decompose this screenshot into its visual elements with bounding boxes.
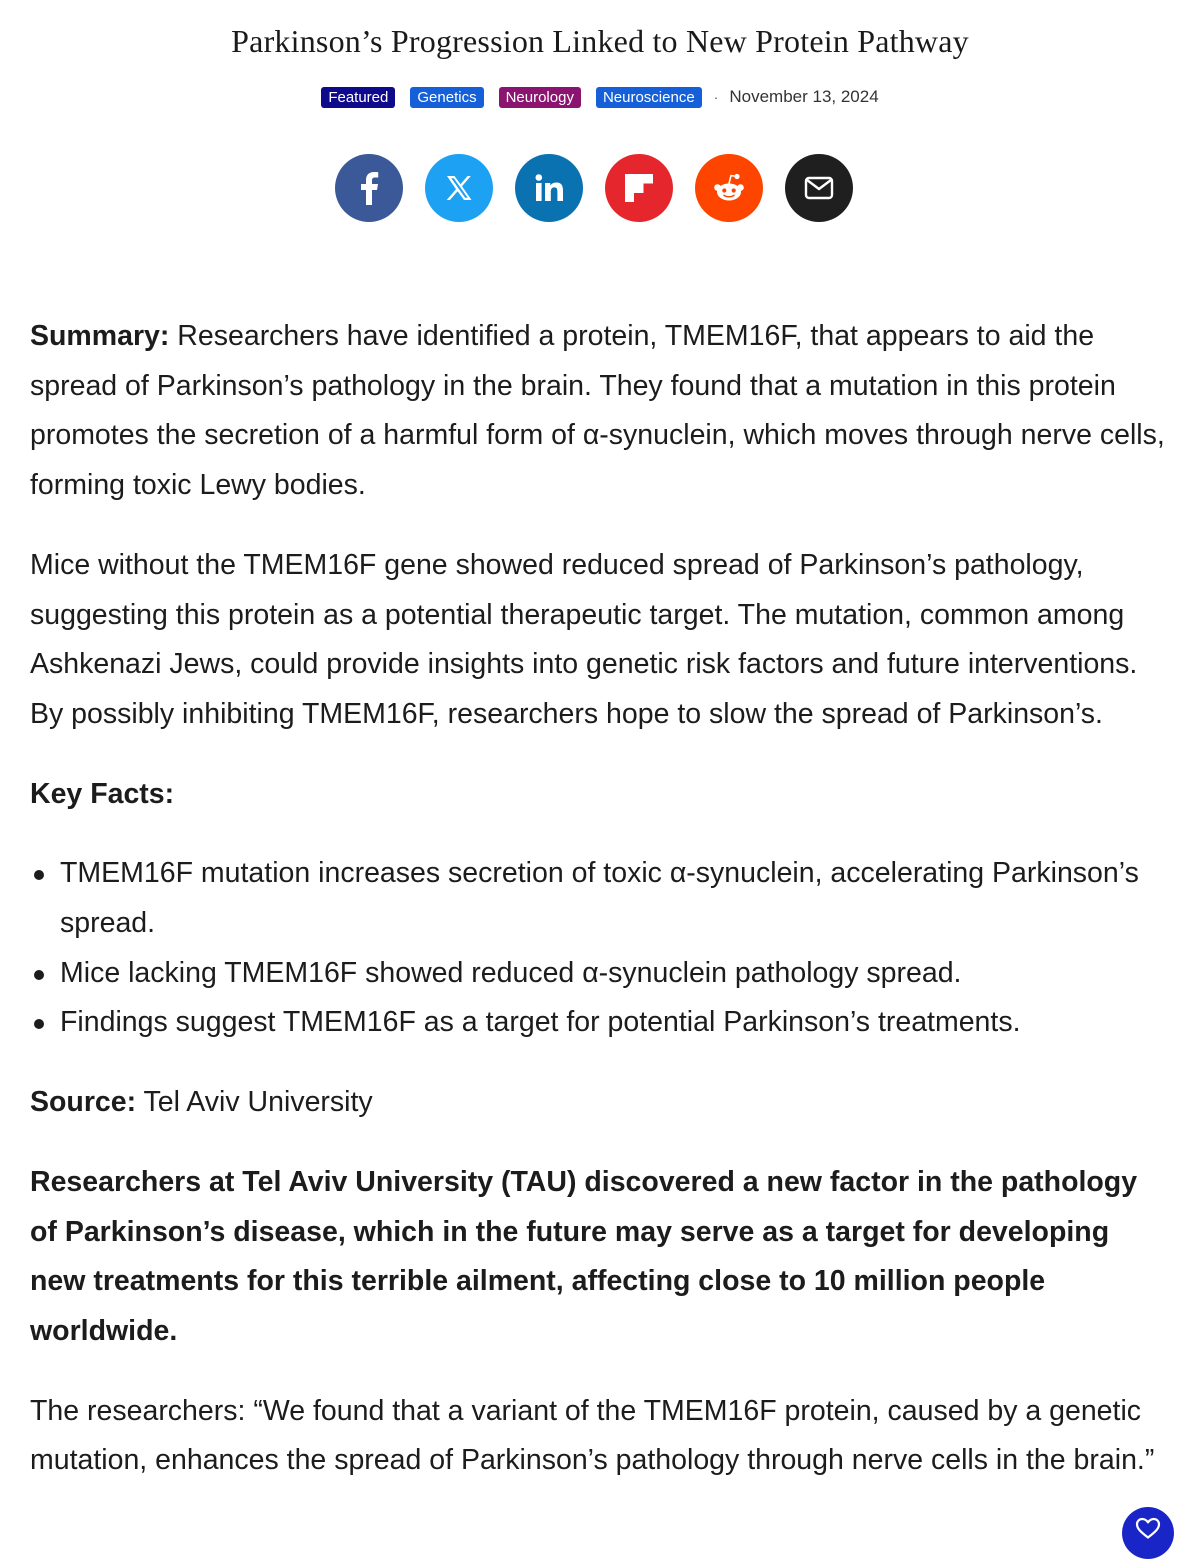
reddit-icon: [711, 172, 747, 204]
quote-paragraph: The researchers: “We found that a variant of the TMEM16F protein, caused by a genetic mutation, enhances the spread of Parkinson’s pathology through nerve cells in the brain.”: [30, 1394, 1155, 1477]
key-facts-list: [30, 849, 1170, 1048]
flipboard-icon: [623, 172, 655, 204]
share-bar: [0, 154, 1200, 222]
lead-paragraph: Researchers at Tel Aviv University (TAU) discovered a new factor in the pathology of Parkinson’s disease, which in the future may serve as a target for developing new treatments for this terrible ailment, affecting close to 10 million people worldwide.: [30, 1165, 1138, 1347]
key-facts-label: Key Facts:: [30, 777, 175, 810]
share-facebook-button[interactable]: [335, 154, 403, 222]
share-email-button[interactable]: [785, 154, 853, 222]
summary-label: Summary:: [30, 320, 170, 352]
tag-neuroscience[interactable]: Neuroscience: [596, 87, 702, 108]
source-line: [30, 1078, 1170, 1128]
list-item: TMEM16F mutation increases secretion of toxic α-synuclein, accelerating Parkinson’s spread.: [60, 849, 1170, 948]
source-text: Tel Aviv University: [136, 1086, 373, 1119]
share-linkedin-button[interactable]: [515, 154, 583, 222]
favorite-button[interactable]: [1122, 1507, 1174, 1559]
source-label: Source:: [30, 1086, 137, 1119]
article-meta: [0, 85, 1200, 109]
tag-featured[interactable]: Featured: [321, 87, 395, 108]
page-title: Parkinson’s Progression Linked to New Protein Pathway: [231, 23, 969, 59]
share-reddit-button[interactable]: [695, 154, 763, 222]
article-body: [30, 312, 1170, 1516]
heart-icon: [1135, 1517, 1161, 1539]
facebook-icon: [359, 171, 379, 205]
publish-date: November 13, 2024: [729, 87, 879, 106]
tag-neurology[interactable]: Neurology: [499, 87, 581, 108]
summary-text: Researchers have identified a protein, TMEM16F, that appears to aid the spread of Parkinson’s pathology in the brain. They found that a mutation in this protein promotes the secretion of a harmful form of α-synuclein, which moves through nerve cells, forming toxic Lewy bodies.: [30, 320, 1165, 502]
share-flipboard-button[interactable]: [605, 154, 673, 222]
meta-separator: ·: [713, 89, 719, 105]
tag-genetics[interactable]: Genetics: [410, 87, 483, 108]
summary-paragraph-2: Mice without the TMEM16F gene showed reduced spread of Parkinson’s pathology, suggesting this protein as a potential therapeutic target. The mutation, common among Ashkenazi Jews, could provide insights into genetic risk factors and future interventions. By possibly inhibiting TMEM16F, researchers hope to slow the spread of Parkinson’s.: [30, 548, 1138, 730]
key-facts-heading: [30, 770, 1170, 820]
article-header: [0, 0, 1200, 222]
list-item: Mice lacking TMEM16F showed reduced α-synuclein pathology spread.: [60, 949, 1170, 999]
share-x-button[interactable]: [425, 154, 493, 222]
list-item: Findings suggest TMEM16F as a target for potential Parkinson’s treatments.: [60, 998, 1170, 1048]
email-icon: [804, 176, 834, 200]
linkedin-icon: [534, 173, 564, 203]
summary-paragraph: [30, 312, 1170, 511]
x-icon: [445, 174, 473, 202]
